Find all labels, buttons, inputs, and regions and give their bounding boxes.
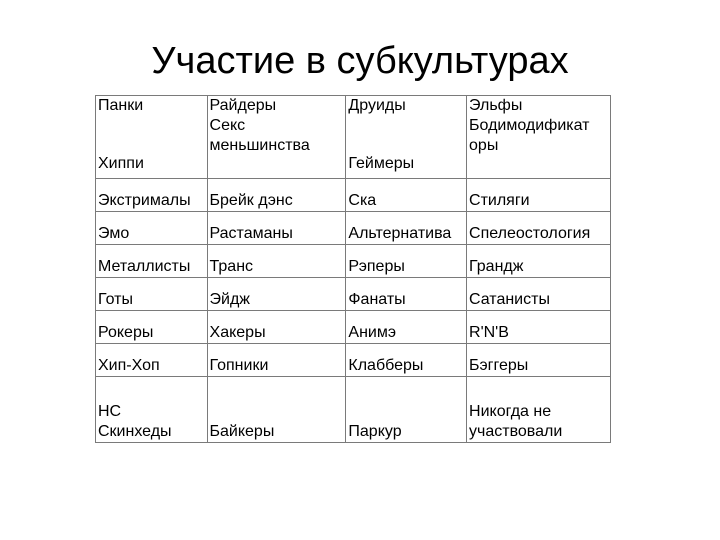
table-cell [207, 96, 346, 179]
table-row [96, 179, 611, 212]
table-row [96, 278, 611, 311]
cell-text: Скинхеды [98, 423, 172, 440]
table-cell: Рокеры [96, 311, 208, 344]
table-cell: Анимэ [346, 311, 467, 344]
table-cell: Стиляги [467, 179, 611, 212]
table-cell: Транс [207, 245, 346, 278]
table-row [96, 311, 611, 344]
table-row [96, 245, 611, 278]
cell-text: Секс [209, 117, 246, 134]
table-cell: Клабберы [346, 344, 467, 377]
table-cell: Бэггеры [467, 344, 611, 377]
table-cell: Паркур [346, 377, 467, 443]
table-cell: Байкеры [207, 377, 346, 443]
table-cell: Металлисты [96, 245, 208, 278]
slide-title: Участие в субкультурах [151, 40, 569, 82]
cell-text: Панки [98, 97, 144, 114]
table-cell: Фанаты [346, 278, 467, 311]
table-cell: Гопники [207, 344, 346, 377]
cell-text: Эльфы [469, 97, 523, 114]
table-cell: Ска [346, 179, 467, 212]
cell-text: участвовали [469, 423, 563, 440]
table-cell: Хип-Хоп [96, 344, 208, 377]
table-cell: Экстрималы [96, 179, 208, 212]
cell-text: меньшинства [209, 137, 310, 154]
cell-text: Райдеры [209, 97, 277, 114]
table-row [96, 344, 611, 377]
table-cell: Хакеры [207, 311, 346, 344]
table-row [96, 96, 611, 179]
cell-text: оры [469, 137, 499, 154]
table-row [96, 212, 611, 245]
cell-text: HC [98, 403, 122, 420]
table-cell: Спелеостология [467, 212, 611, 245]
table-cell [467, 96, 611, 179]
cell-text: Бодимодификат [469, 117, 590, 134]
cell-text: Никогда не [469, 403, 552, 420]
table-cell [96, 377, 208, 443]
table-cell [96, 96, 208, 179]
table-cell: Растаманы [207, 212, 346, 245]
subculture-table [95, 95, 611, 443]
table-row [96, 377, 611, 443]
table-cell: Готы [96, 278, 208, 311]
cell-text: Хиппи [98, 155, 144, 172]
table-cell: R'N'B [467, 311, 611, 344]
table-cell [467, 377, 611, 443]
cell-text: Друиды [348, 97, 406, 114]
table-cell: Эмо [96, 212, 208, 245]
table-cell: Грандж [467, 245, 611, 278]
table-cell: Эйдж [207, 278, 346, 311]
table-cell: Альтернатива [346, 212, 467, 245]
table-cell: Сатанисты [467, 278, 611, 311]
cell-text: Геймеры [348, 155, 415, 172]
table-cell: Брейк дэнс [207, 179, 346, 212]
table-cell: Рэперы [346, 245, 467, 278]
table-cell [346, 96, 467, 179]
